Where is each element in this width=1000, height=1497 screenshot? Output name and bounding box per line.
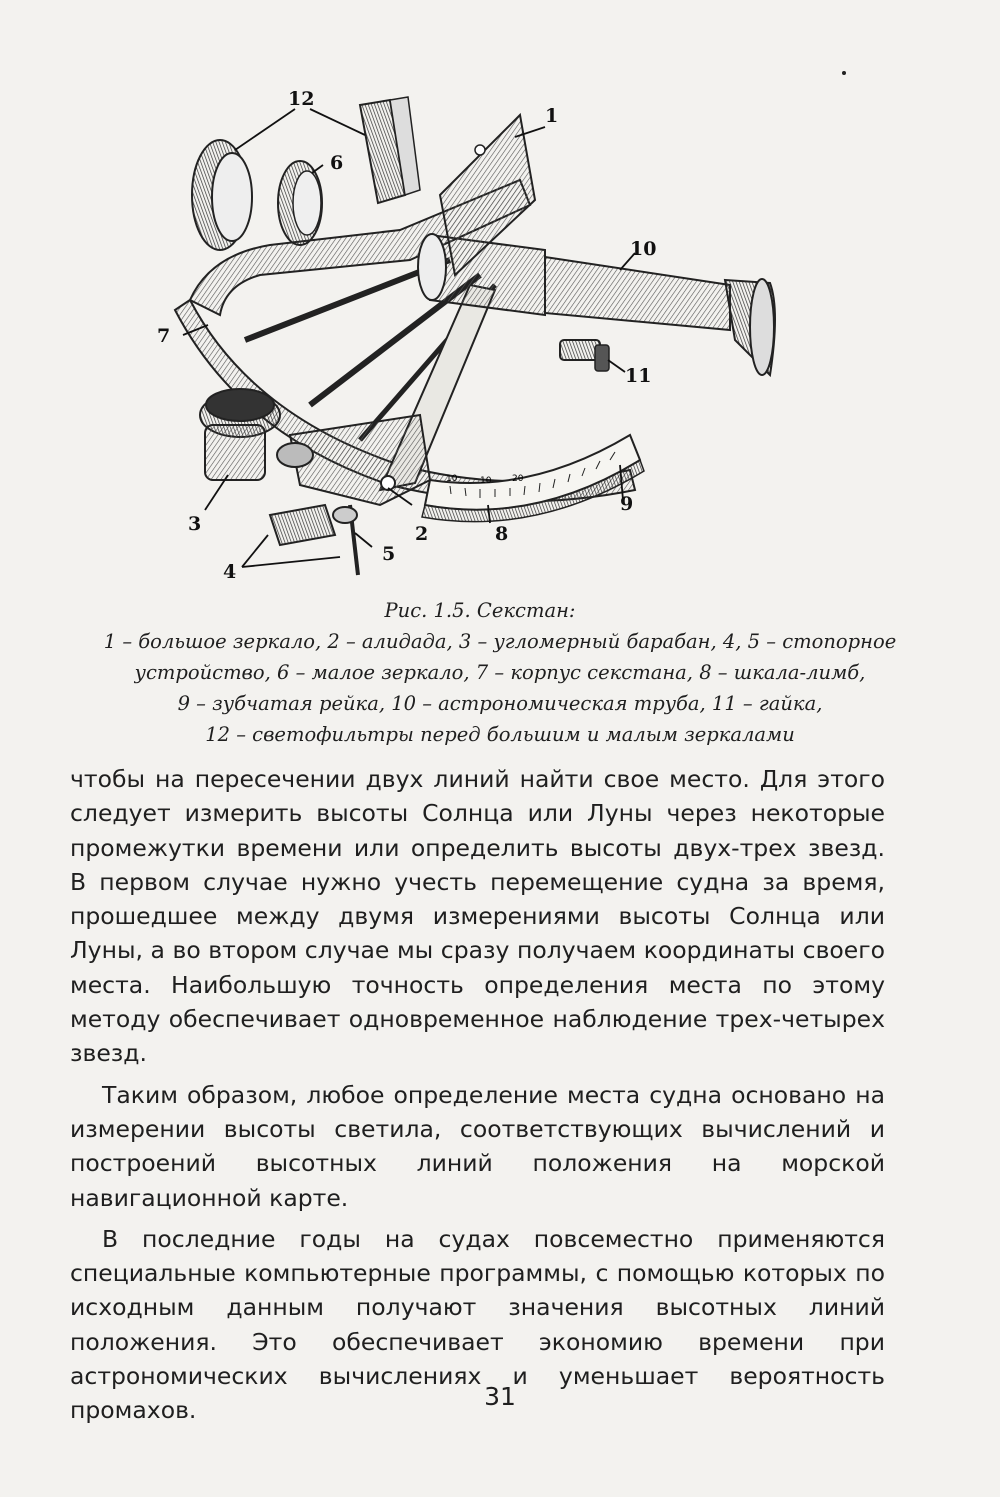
sextant-figure xyxy=(150,85,800,590)
small-mirror xyxy=(278,161,322,245)
caption-line: 1 – большое зеркало, 2 – алидада, 3 – угломерный барабан, 4, 5 – стопорное xyxy=(103,630,897,653)
callout-10: 10 xyxy=(630,238,657,260)
page-number: 31 xyxy=(484,1382,516,1411)
sextant-drawing xyxy=(150,85,800,590)
caption-title: Рис. 1.5. Секстан: xyxy=(384,599,576,622)
ink-speck xyxy=(842,71,846,75)
caption-line: 9 – зубчатая рейка, 10 – астрономическая труба, 11 – гайка, xyxy=(177,692,823,715)
callout-11: 11 xyxy=(625,365,652,387)
caption-line: устройство, 6 – малое зеркало, 7 – корпус секстана, 8 – шкала-лимб, xyxy=(134,661,866,684)
paragraph: Таким образом, любое определение места судна основано на измерении высоты светила, соответствующих вычислений и построений высотных линий положения на морской навигационной карте. xyxy=(70,1080,885,1212)
scale-label: 10 xyxy=(480,476,492,486)
figure-caption xyxy=(60,595,940,750)
limb-scale xyxy=(422,435,644,522)
callout-5: 5 xyxy=(382,543,396,565)
callout-1: 1 xyxy=(545,105,559,127)
callout-2: 2 xyxy=(415,523,429,545)
body-text xyxy=(70,762,885,1428)
scale-label: 20 xyxy=(512,474,524,484)
callout-3: 3 xyxy=(188,513,202,535)
callout-9: 9 xyxy=(620,493,634,515)
paragraph: чтобы на пересечении двух линий найти свое место. Для этого следует измерить высоты Солнца или Луны через некоторые промежутки времени или определить высоты двух-трех звезд. В первом случае нужно учесть перемещение судна за время, прошедшее между двумя измерениями высоты Солнца или Луны, а во втором случае мы сразу получаем координаты своего места. Наибольшую точность определения места по этому методу обеспечивает одновременное наблюдение трех-четырех звезд. xyxy=(70,765,885,1068)
callout-7: 7 xyxy=(157,325,171,347)
callout-8: 8 xyxy=(495,523,509,545)
paragraph: В последние годы на судах повсеместно применяются специальные компьютерные программы, с помощью которых по исходным данным получают значения высотных линий положения. Это обеспечивает экономию времени при астрономических вычислениях и уменьшает вероятность промахов. xyxy=(70,1224,885,1425)
callout-12: 12 xyxy=(288,88,315,110)
callout-4: 4 xyxy=(223,561,237,583)
scale-label: 10 xyxy=(446,474,458,484)
callout-6: 6 xyxy=(330,152,344,174)
caption-line: 12 – светофильтры перед большим и малым зеркалами xyxy=(205,723,795,746)
